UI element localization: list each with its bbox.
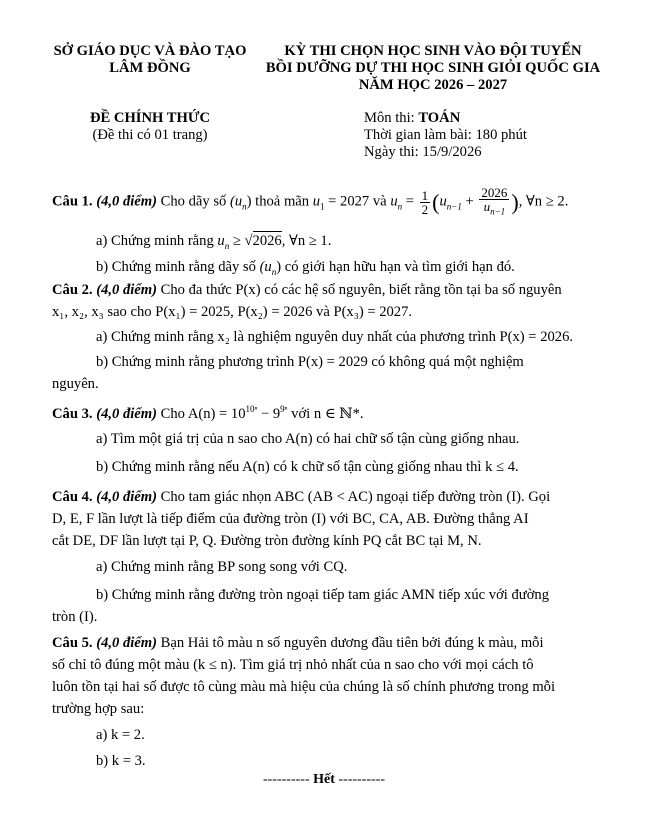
- page-count-note: (Đề thi có 01 trang): [92, 127, 208, 143]
- fraction-half: $\frac{1}{2}$: [421, 187, 429, 217]
- question-5-part-b: b) k = 3.: [96, 753, 146, 769]
- subject-name: TOÁN: [418, 110, 461, 126]
- question-label: Câu 1.: [52, 193, 93, 210]
- question-points: (4,0 điểm): [96, 282, 157, 298]
- exam-header: [258, 43, 608, 94]
- subject-label: Môn thi:: [364, 110, 419, 126]
- question-3-part-a: a) Tìm một giá trị của n sao cho A(n) có hai chữ số tận cùng giống nhau.: [96, 431, 520, 447]
- question-points: (4,0 điểm): [96, 405, 157, 422]
- duration-line: Thời gian làm bài: 180 phút: [364, 127, 527, 143]
- question-3: Câu 3. (4,0 điểm) Cho $A(n) = 10^{10^n} - 9^{9^n}$ với n ∈ ℕ*.: [52, 404, 364, 422]
- department-name: SỞ GIÁO DỤC VÀ ĐÀO TẠO: [53, 43, 247, 59]
- question-2-part-a: a) Chứng minh rằng x₂ là nghiệm nguyên duy nhất của phương trình P(x) = 2026.: [96, 329, 574, 345]
- question-2-part-b-cont: nguyên.: [52, 376, 99, 392]
- question-label: Câu 4.: [52, 489, 93, 505]
- department-header: [40, 43, 260, 77]
- end-text: Hết: [313, 772, 335, 787]
- question-1-part-b: b) Chứng minh rằng dãy số $(u_n)$ có giới hạn hữu hạn và tìm giới hạn đó.: [96, 259, 515, 277]
- official-label-block: [40, 110, 260, 144]
- question-5: Câu 5. (4,0 điểm) Bạn Hải tô màu n số nguyên dương đầu tiên bởi đúng k màu, mỗi số chỉ tô đúng một màu (k ≤ n). Tìm giá trị nhỏ nhất của n sao cho với mọi cách tô luôn tồn tại hai số được tô cùng màu mà hiệu của chúng là số chính phương trong mỗi trường hợp sau:: [52, 635, 556, 717]
- question-3-part-b: b) Chứng minh rằng nếu A(n) có k chữ số tận cùng giống nhau thì k ≤ 4.: [96, 459, 519, 475]
- official-label: ĐỀ CHÍNH THỨC: [89, 110, 210, 126]
- end-marker: ---------- Hết ----------: [262, 772, 385, 787]
- question-label: Câu 2.: [52, 282, 93, 298]
- question-5-part-a: a) k = 2.: [96, 727, 145, 743]
- fraction-2026: $\frac{2026}{u_{n-1}}$: [481, 185, 508, 217]
- question-1-part-a: a) Chứng minh rằng $u_n \ge √2026$, ∀n ≥ 1.: [96, 233, 332, 251]
- question-label: Câu 3.: [52, 405, 93, 422]
- question-4: Câu 4. (4,0 điểm) Cho tam giác nhọn ABC (AB < AC) ngoại tiếp đường tròn (I). Gọi D, E, F lần lượt là tiếp điểm của đường tròn (I) với BC, CA, AB. Đường thẳng AI cắt DE, DF lần lượt tại P, Q. Đường tròn đường kính PQ cắt BC tại M, N.: [52, 489, 551, 549]
- question-4-part-a: a) Chứng minh rằng BP song song với CQ.: [96, 559, 348, 575]
- exam-title-line1: KỲ THI CHỌN HỌC SINH VÀO ĐỘI TUYỂN: [284, 43, 582, 59]
- question-1: Câu 1. (4,0 điểm) Cho dãy số $(u_n)$ thoả mãn $u_1 = 2027$ và $u_n$ = $\frac{1}{2}$ ($u_{n-1}$ + $\frac{2026}{u_{n-1}}$ ), ∀n ≥ 2.: [52, 185, 569, 217]
- question-2: Câu 2. (4,0 điểm) Cho đa thức P(x) có các hệ số nguyên, biết rằng tồn tại ba số nguyên x₁, x₂, x₃ sao cho P(x₁) = 2025, P(x₂) = 2026 và P(x₃) = 2027.: [52, 282, 562, 320]
- exam-title-line2: BỒI DƯỠNG DỰ THI HỌC SINH GIỎI QUỐC GIA: [265, 60, 601, 76]
- question-points: (4,0 điểm): [96, 193, 157, 210]
- exam-date: Ngày thi: 15/9/2026: [364, 144, 482, 160]
- school-year: NĂM HỌC 2026 – 2027: [358, 77, 508, 93]
- exam-info-block: [364, 110, 624, 161]
- question-label: Câu 5.: [52, 635, 93, 651]
- question-points: (4,0 điểm): [96, 635, 157, 651]
- subject-line: [364, 110, 624, 127]
- question-points: (4,0 điểm): [96, 489, 157, 505]
- question-2-part-b: b) Chứng minh rằng phương trình P(x) = 2029 có không quá một nghiệm: [96, 354, 524, 370]
- question-4-part-b: b) Chứng minh rằng đường tròn ngoại tiếp tam giác AMN tiếp xúc với đường: [96, 587, 550, 603]
- question-4-part-b-cont: tròn (I).: [52, 609, 98, 625]
- province-name: LÂM ĐỒNG: [109, 60, 191, 76]
